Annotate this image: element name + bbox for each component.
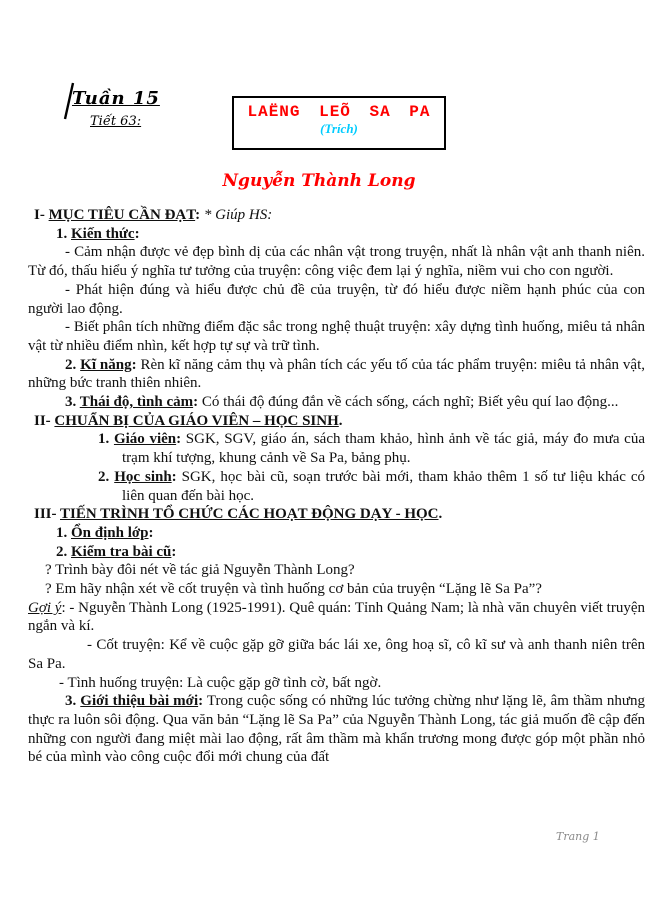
text-run: 2. [56,543,71,560]
text-run: - Cốt truyện: Kể về cuộc gặp gỡ giữa bác lái xe, ông hoạ sĩ, cô kĩ sư và anh thanh niên trên Sa Pa. [28,637,645,672]
text-run: : [134,225,140,242]
text-run: : [148,524,154,541]
text-run: ? Trình bày đôi nét về tác giả Nguyễn Thành Long? [45,562,355,579]
text-run: - Cảm nhận được vẻ đẹp bình dị của các nhân vật trong truyện, nhất là nhân vật anh thanh niên. Từ đó, thấu hiểu ý nghĩa tư tưởng của truyện: công việc đem lại ý nghĩa, niềm vui cho con người. [28,244,645,280]
text-run: : [171,543,177,560]
text-run: III- [34,506,60,523]
paragraph [28,356,645,393]
title-box [232,96,446,150]
text-run: 1. [56,524,71,541]
text-run: - Tình huống truyện: Là cuộc gặp gỡ tình cờ, bất ngờ. [59,674,382,691]
paragraph [28,318,645,355]
paragraph [28,580,645,599]
text-run: : [195,207,201,223]
text-run: CHUẨN BỊ CỦA GIÁO VIÊN – HỌC SINH [54,412,339,429]
text-run: : [193,394,199,411]
week-label: Tuần 15 [72,88,160,109]
text-run: MỤC TIÊU CẦN ĐẠT [48,207,196,223]
paragraph [28,225,645,244]
text-run: 1. [56,225,71,242]
paragraph [28,412,645,431]
pen-stroke-icon [62,82,76,120]
text-run: TIẾN TRÌNH TỔ CHỨC CÁC HOẠT ĐỘNG DẠY - HỌC [60,506,439,523]
text-run: : [171,468,177,485]
text-run: * Giúp HS: [203,207,273,223]
week-lesson-block [72,88,160,129]
text-run: Gợi ý [28,599,62,616]
paragraph [28,561,645,580]
paragraph [28,524,645,543]
text-run: Rèn kĩ năng cảm thụ và phân tích các yếu tố của tác phẩm truyện: miêu tả nhân vật, những bức tranh thiên nhiên. [28,356,645,392]
text-run: - Biết phân tích những điểm đặc sắc trong nghệ thuật truyện: xây dựng tình huống, miêu tả nhân vật từ nhiều điểm nhìn, kết hợp tự sự và trữ tình. [28,319,645,354]
text-run: ? Em hãy nhận xét về cốt truyện và tình huống cơ bản của truyện “Lặng lẽ Sa Pa”? [45,581,542,598]
page-number: Trang 1 [556,830,600,843]
paragraph [28,636,645,673]
text-run: Kiến thức [71,225,135,242]
text-run: Ổn định lớp [71,524,149,541]
text-run: Kĩ năng [80,356,132,373]
text-run: 2. [65,356,81,373]
author-name: Nguyễn Thành Long [222,171,416,191]
paragraph [28,206,645,225]
document-subtitle: (Trích) [320,121,358,136]
text-run: Có thái độ đúng đắn về cách sống, cách nghĩ; Biết yêu quí lao động... [198,394,619,411]
text-run: 1. [98,431,114,448]
paragraph [28,393,645,412]
text-run: Giới thiệu bài mới [80,693,199,710]
text-run: Thái độ, tình cảm [79,394,194,411]
paragraph [28,468,645,505]
paragraph [28,243,645,280]
paragraph [28,599,645,636]
text-run: 3. [65,394,80,411]
paragraph [28,505,645,524]
text-run: . [438,506,443,523]
text-run: Giáo viên [113,431,177,448]
text-run: Trong cuộc sống có những lúc tưởng chừng như lặng lẽ, âm thầm nhưng thực ra luôn sôi động. Qua văn bản “Lặng lẽ Sa Pa” của Nguyễn Thành Long, tác giả muốn đề cập đến những con người đang miệt mài lao động, rất âm thầm mà khẩn trương mong được góp một phần nhỏ bé của mình vào công cuộc đổi mới chung của đất [28,693,646,766]
text-run: SGK, SGV, giáo án, sách tham khảo, hình ảnh về tác giả, máy đo mưa của trạm khí tượng, khung cảnh về Sa Pa, bảng phụ. [122,431,645,467]
document-body [28,206,645,767]
document-title: LAËNG LEÕ SA PA [247,103,431,121]
text-run: - Phát hiện đúng và hiểu được chủ đề của truyện, từ đó hiểu được niềm hạnh phúc của con người lao động. [28,281,645,317]
paragraph [28,674,645,693]
text-run: : [198,693,204,710]
paragraph [28,281,645,318]
paragraph [28,430,645,467]
text-run: Học sinh [114,468,172,485]
text-run: : [176,431,182,448]
paragraph [28,543,645,562]
text-run: I- [34,207,49,223]
text-run: 3. [65,693,81,710]
text-run: : [131,356,137,373]
text-run: : - Nguyễn Thành Long (1925-1991). Quê quán: Tỉnh Quảng Nam; là nhà văn chuyên viết truyện ngắn và kí. [28,599,645,635]
text-run: II- [34,412,55,429]
lesson-label: Tiết 63: [90,114,142,129]
text-run: 2. [98,468,115,485]
text-run: Kiểm tra bài cũ [71,543,172,560]
paragraph [28,692,645,767]
text-run: . [338,412,343,429]
text-run: SGK, học bài cũ, soạn trước bài mới, tham khảo thêm 1 số tư liệu khác có liên quan đến bài học. [122,468,645,504]
